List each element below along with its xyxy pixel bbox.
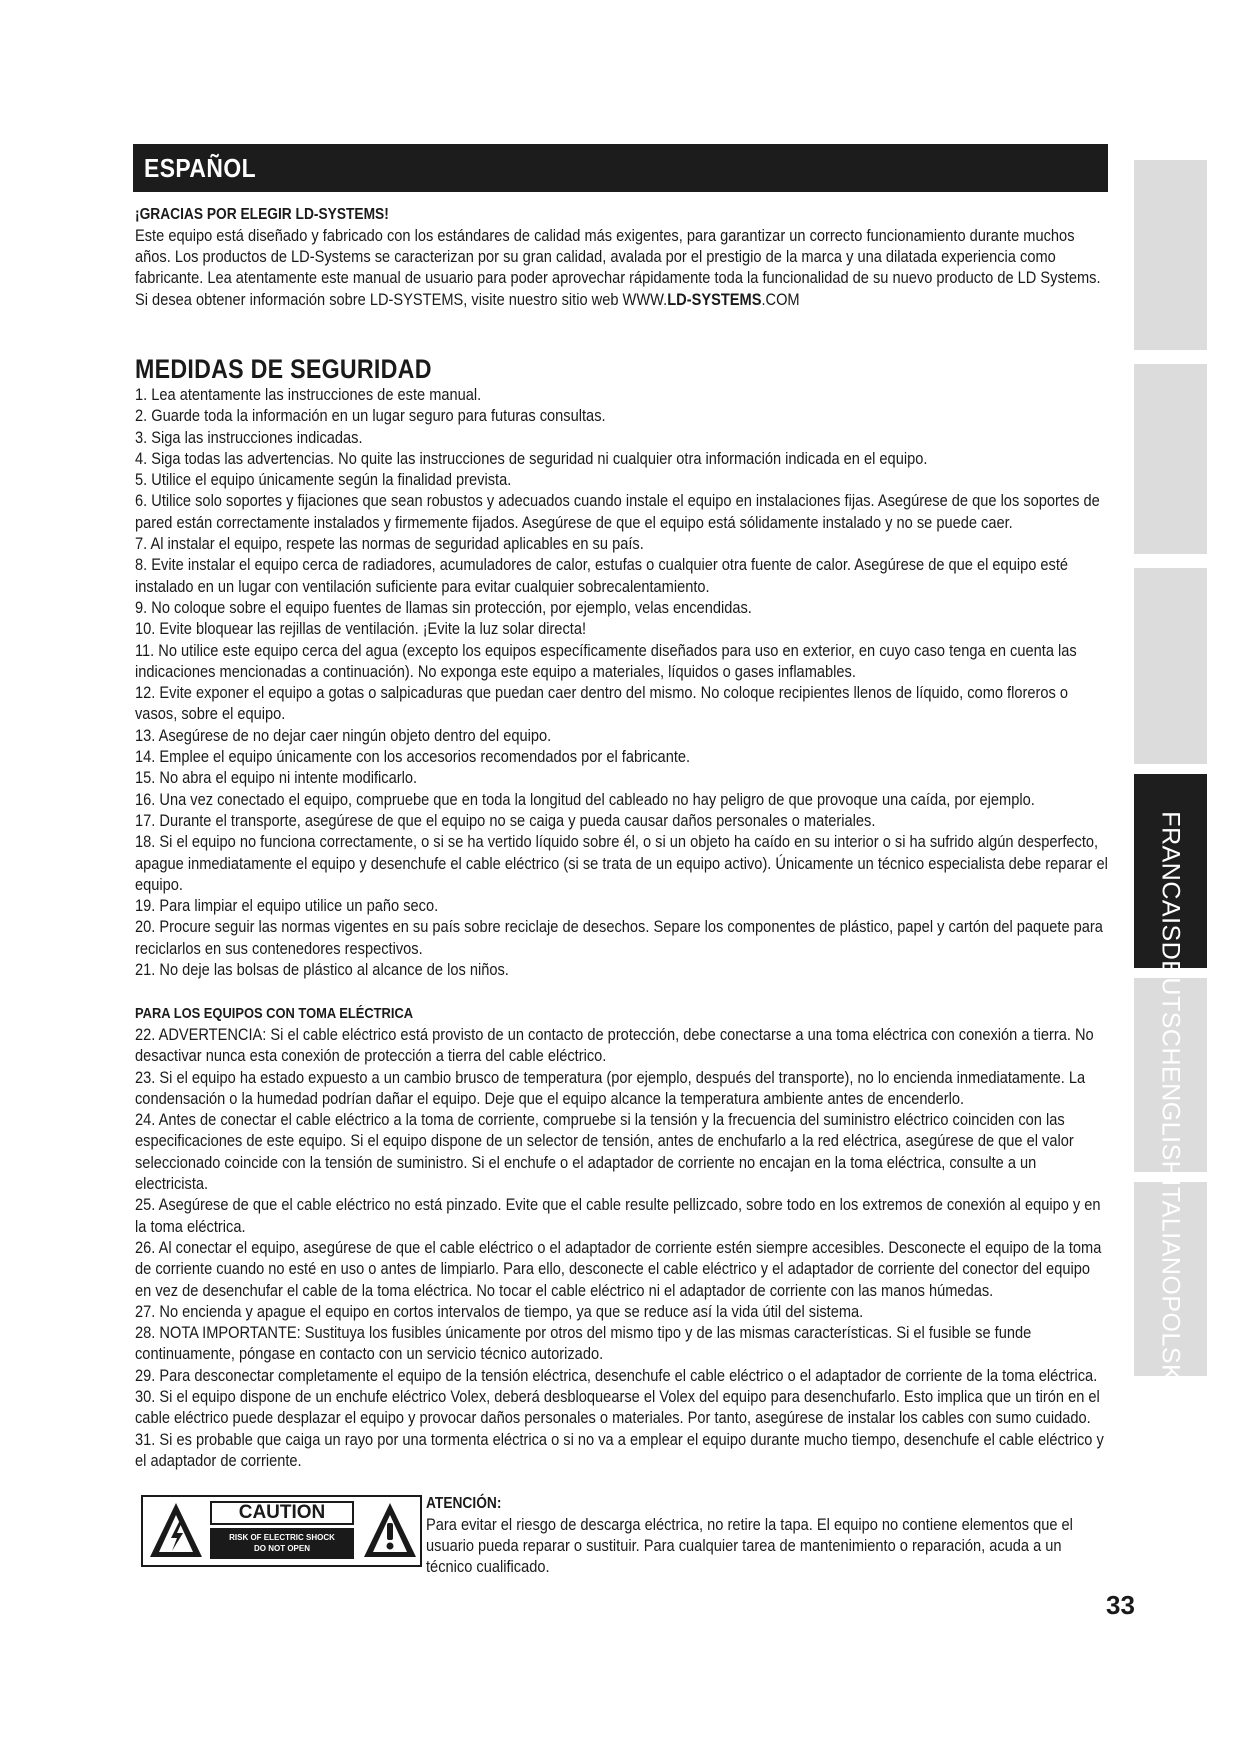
safety-item: 14. Emplee el equipo únicamente con los accesorios recomendados por el fabricante. <box>135 747 691 767</box>
electrical-item: 31. Si es probable que caiga un rayo por una tormenta eléctrica o si no va a emplear el equipo durante mucho tiempo, desenchufe el cable eléctrico y el adaptador de corriente. <box>135 1429 1104 1470</box>
safety-title: MEDIDAS DE SEGURIDAD <box>135 354 432 384</box>
safety-list <box>135 384 1109 980</box>
safety-item: 6. Utilice solo soportes y fijaciones que sean robustos y adecuados cuando instale el equipo en instalaciones fijas. Asegúrese de que los soportes de pared están correctamente instalados y firmemente fijados. Asegúrese de que el equipo está sólidamente instalado y no se puede caer. <box>135 491 1100 532</box>
side-language-francais[interactable]: FRANCAIS <box>1156 811 1185 942</box>
side-tab-1 <box>1134 160 1207 350</box>
electrical-section <box>135 1004 1109 1471</box>
safety-item: 15. No abra el equipo ni intente modificarlo. <box>135 768 418 788</box>
side-tab-francais <box>1134 568 1207 764</box>
safety-item: 4. Siga todas las advertencias. No quite las instrucciones de seguridad ni cualquier otra información indicada en el equipo. <box>135 448 928 468</box>
safety-item: 11. No utilice este equipo cerca del agua (excepto los equipos específicamente diseñados para uso en exterior, en cuyo caso tenga en cuenta las indicaciones mencionadas a continuación). No exponga este equipo a materiales, líquidos o gases inflamables. <box>135 640 1077 681</box>
safety-item: 7. Al instalar el equipo, respete las normas de seguridad aplicables en su país. <box>135 534 644 554</box>
caution-subtext <box>210 1528 354 1559</box>
safety-item: 1. Lea atentamente las instrucciones de este manual. <box>135 385 482 404</box>
safety-item: 13. Asegúrese de no dejar caer ningún objeto dentro del equipo. <box>135 725 552 745</box>
caution-center <box>210 1501 354 1559</box>
lightning-warning-icon <box>148 1501 204 1559</box>
electrical-item: 27. No encienda y apague el equipo en cortos intervalos de tiempo, ya que se reduce así la vida útil del sistema. <box>135 1301 864 1321</box>
safety-item: 9. No coloque sobre el equipo fuentes de llamas sin protección, por ejemplo, velas encendidas. <box>135 597 752 617</box>
intro-section <box>135 205 1109 310</box>
website-line <box>135 289 1109 310</box>
caution-word: CAUTION <box>210 1501 354 1525</box>
intro-title: ¡GRACIAS POR ELEGIR LD-SYSTEMS! <box>135 206 389 223</box>
electrical-title: PARA LOS EQUIPOS CON TOMA ELÉCTRICA <box>135 1005 414 1022</box>
electrical-item: 23. Si el equipo ha estado expuesto a un cambio brusco de temperatura (por ejemplo, después del transporte), no lo encienda inmediatamente. La condensación o la humedad podrían dañar el equipo. Deje que el equipo alcance la temperatura ambiente antes de encenderlo. <box>135 1067 1086 1108</box>
website-suffix: .COM <box>761 289 800 309</box>
safety-item: 5. Utilice el equipo únicamente según la finalidad prevista. <box>135 470 512 490</box>
safety-item: 21. No deje las bolsas de plástico al alcance de los niños. <box>135 960 509 980</box>
page-number: 33 <box>1106 1590 1135 1620</box>
side-language-deutsch[interactable]: DEUTSCH <box>1156 941 1185 1067</box>
electrical-item: 29. Para desconectar completamente el equipo de la tensión eléctrica, desenchufe el cable eléctrico o el adaptador de corriente de la toma eléctrica. <box>135 1365 1098 1385</box>
website-brand: LD-SYSTEMS <box>667 289 762 309</box>
language-title: ESPAÑOL <box>144 153 256 183</box>
safety-item: 17. Durante el transporte, asegúrese de que el equipo no se caiga y pueda causar daños personales o materiales. <box>135 810 876 830</box>
safety-section <box>135 354 1109 980</box>
attention-title: ATENCIÓN: <box>426 1495 502 1512</box>
language-header <box>133 144 1108 192</box>
safety-item: 19. Para limpiar el equipo utilice un paño seco. <box>135 896 439 916</box>
intro-body: Este equipo está diseñado y fabricado con los estándares de calidad más exigentes, para garantizar un correcto funcionamiento durante muchos años. Los productos de LD-Systems se caracterizan por su gran calidad, avalada por el prestigio de la marca y una dilatada experiencia como fabricante. Lea atentamente este manual de usuario para poder aprovechar rápidamente toda la funcionalidad de su nuevo producto de LD Systems. <box>135 226 1101 288</box>
caution-sub-line1: RISK OF ELECTRIC SHOCK <box>229 1533 335 1542</box>
electrical-item: 28. NOTA IMPORTANTE: Sustituya los fusibles únicamente por otros del mismo tipo y de las mismas características. Si el fusible se funde continuamente, póngase en contacto con un servicio técnico autorizado. <box>135 1323 1032 1364</box>
electrical-list <box>135 1024 1109 1471</box>
safety-item: 20. Procure seguir las normas vigentes en su país sobre reciclaje de desechos. Separe los componentes de plástico, papel y cartón del paquete para reciclarlos en sus contenedores respectivos. <box>135 917 1103 958</box>
caution-label <box>141 1495 422 1567</box>
electrical-item: 22. ADVERTENCIA: Si el cable eléctrico está provisto de un contacto de protección, debe conectarse a una toma eléctrica con conexión a tierra. No desactivar nunca esta conexión de protección a tierra del cable eléctrico. <box>135 1025 1094 1066</box>
side-language-italiano[interactable]: ITALIANO <box>1156 1179 1185 1296</box>
side-language-polski[interactable]: POLSKI <box>1156 1295 1185 1389</box>
electrical-item: 26. Al conectar el equipo, asegúrese de que el cable eléctrico o el adaptador de corriente estén siempre accesibles. Desconecte el equipo de la toma de corriente cuando no esté en uso o antes de limpiarlo. Para ello, desconecte el cable eléctrico y el adaptador de corriente del conector del equipo en vez de desenchufar el cable de la toma eléctrica. No tocar el cable eléctrico ni el adaptador de corriente con las manos húmedas. <box>135 1237 1102 1300</box>
exclamation-warning-icon <box>362 1501 418 1559</box>
attention-body: Para evitar el riesgo de descarga eléctrica, no retire la tapa. El equipo no contiene elementos que el usuario pueda reparar o sustituir. Para cualquier tarea de mantenimiento o reparación, acuda a un técnico cualificado. <box>426 1515 1073 1577</box>
safety-item: 12. Evite exponer el equipo a gotas o salpicaduras que puedan caer dentro del mismo. No coloque recipientes llenos de líquido, como floreros o vasos, sobre el equipo. <box>135 683 1069 724</box>
safety-item: 2. Guarde toda la información en un lugar seguro para futuras consultas. <box>135 406 606 426</box>
safety-item: 3. Siga las instrucciones indicadas. <box>135 427 363 447</box>
side-tab-2 <box>1134 364 1207 554</box>
caution-sub-line2: DO NOT OPEN <box>253 1544 310 1553</box>
safety-item: 10. Evite bloquear las rejillas de ventilación. ¡Evite la luz solar directa! <box>135 619 587 639</box>
electrical-item: 30. Si el equipo dispone de un enchufe eléctrico Volex, deberá desbloquearse el Volex del equipo para desenchufarlo. Esto implica que un tirón en el cable eléctrico puede desplazar el equipo y provocar daños personales o materiales. Por tanto, asegúrese de instalar los cables con sumo cuidado. <box>135 1387 1100 1428</box>
electrical-item: 25. Asegúrese de que el cable eléctrico no está pinzado. Evite que el cable resulte pellizcado, sobre todo en los extremos de conexión al equipo y en la toma eléctrica. <box>135 1195 1101 1236</box>
safety-item: 18. Si el equipo no funciona correctamente, o si se ha vertido líquido sobre él, o si un objeto ha caído en su interior o si ha sufrido algún desperfecto, apague inmediatamente el equipo y desenchufe el cable eléctrico (si se trata de un equipo activo). Únicamente un técnico especialista debe reparar el equipo. <box>135 832 1108 894</box>
side-language-english[interactable]: ENGLISH <box>1156 1066 1185 1180</box>
electrical-item: 24. Antes de conectar el cable eléctrico a la toma de corriente, compruebe si la tensión y la frecuencia del suministro eléctrico coinciden con las especificaciones de este equipo. Si el equipo dispone de un selector de tensión, antes de enchufarlo a la red eléctrica, asegúrese de que el valor seleccionado coincide con la tensión de suministro. Si el enchufe o el adaptador de corriente no encajan en la toma eléctrica, consulte a un electricista. <box>135 1110 1074 1194</box>
website-prefix: Si desea obtener información sobre LD-SYSTEMS, visite nuestro sitio web WWW. <box>135 289 668 309</box>
attention-block <box>426 1494 1116 1578</box>
side-language-index <box>1156 811 1185 1388</box>
safety-item: 8. Evite instalar el equipo cerca de radiadores, acumuladores de calor, estufas o cualquier otra fuente de calor. Asegúrese de que el equipo esté instalado en un lugar con ventilación suficiente para evitar cualquier sobrecalentamiento. <box>135 555 1069 596</box>
safety-item: 16. Una vez conectado el equipo, compruebe que en toda la longitud del cableado no hay peligro de que provoque una caída, por ejemplo. <box>135 789 1035 809</box>
